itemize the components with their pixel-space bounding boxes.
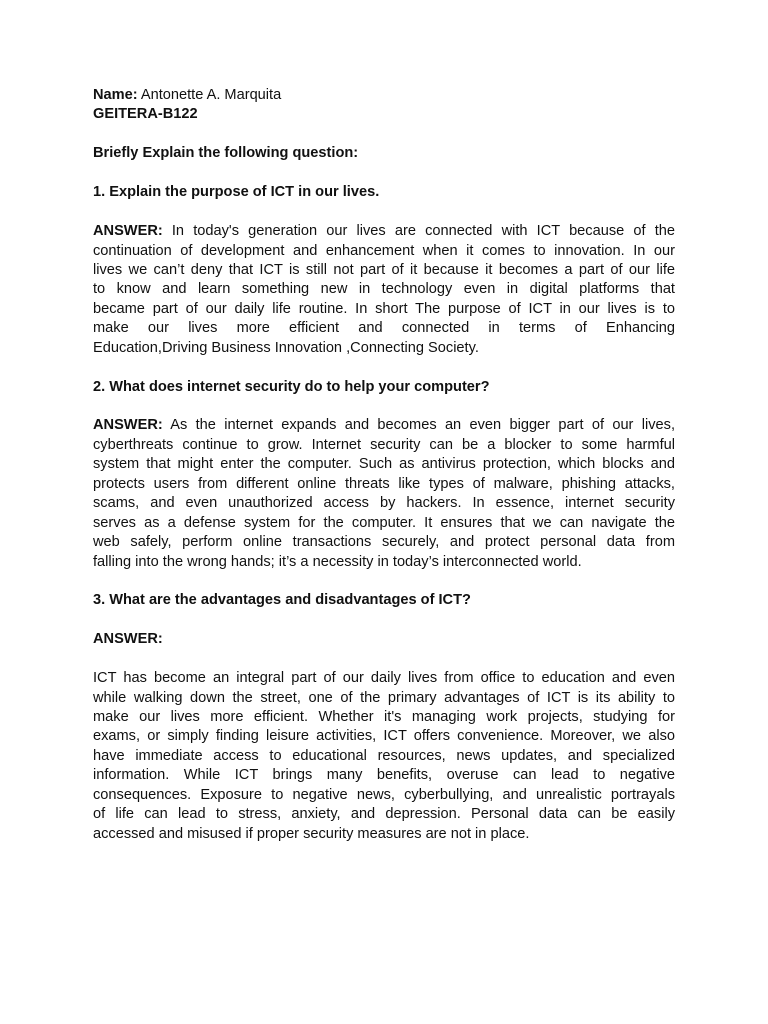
answer-label: ANSWER:: [93, 417, 163, 434]
answer-line: [93, 747, 675, 766]
instruction: [93, 144, 675, 163]
section-code-text: GEITERA-B122: [93, 106, 198, 123]
instruction-text: Briefly Explain the following question:: [93, 145, 359, 162]
spacer: [93, 203, 675, 222]
answer-text: accessed and misused if proper security measures are not in place.: [93, 825, 530, 842]
answer-text: lives we can’t deny that ICT is still not part of it because it becomes a part of our life: [93, 261, 675, 278]
answer-label: ANSWER:: [93, 223, 163, 240]
answer-text: make our lives more efficient. Whether it's managing work projects, studying for: [93, 709, 675, 725]
answer-text: to know and learn something new in technology even in digital platforms that: [93, 281, 675, 298]
name-label: Name:: [93, 87, 138, 103]
answer-line: [93, 455, 675, 474]
questions: [93, 183, 675, 844]
answer-text: cyberthreats continue to grow. Internet security can be a blocker to some harmful: [93, 436, 675, 453]
answer-line: [93, 242, 675, 261]
spacer: [93, 358, 675, 377]
answer-line: [93, 727, 675, 746]
answer-text: exams, or simply finding leisure activities, ICT offers convenience. Moreover, we also: [93, 728, 675, 745]
answer-line: [93, 436, 675, 455]
answer-line: [93, 494, 675, 513]
question-text: 3. What are the advantages and disadvantages of ICT?: [93, 592, 471, 609]
answer-text: ICT has become an integral part of our daily lives from office to education and even: [93, 670, 675, 687]
question-heading: [93, 183, 675, 202]
section-code: [93, 105, 675, 124]
answer-text: continuation of development and enhancement when it comes to innovation. In our: [93, 242, 675, 259]
answer-line: [93, 222, 675, 241]
answer-text: became part of our daily life routine. In short The purpose of ICT in our lives is to: [93, 300, 675, 317]
answer-line: [93, 261, 675, 280]
answer-line: [93, 319, 675, 338]
question-text: 2. What does internet security do to help your computer?: [93, 378, 490, 395]
answer-text: As the internet expands and becomes an even bigger part of our lives,: [162, 417, 675, 434]
answer-line: [93, 416, 675, 435]
answer-text: of life can lead to stress, anxiety, and depression. Personal data can be easily: [93, 806, 675, 823]
answer-line: [93, 553, 675, 572]
student-name: Antonette A. Marquita: [137, 87, 282, 103]
answer-line: [93, 339, 675, 358]
answer-line: [93, 689, 675, 708]
answer-line: [93, 708, 675, 727]
answer-line: [93, 766, 675, 785]
answer-line: [93, 475, 675, 494]
answer-text: In today's generation our lives are connected with ICT because of the: [162, 223, 675, 240]
question-heading: [93, 378, 675, 397]
question-text: 1. Explain the purpose of ICT in our lives.: [93, 184, 380, 201]
answer-text: falling into the wrong hands; it’s a necessity in today’s interconnected world.: [93, 553, 582, 570]
answer-text: web safely, perform online transactions securely, and protect personal data from: [93, 534, 675, 551]
answer-line: [93, 300, 675, 319]
answer-line: [93, 805, 675, 824]
answer-text: system that might enter the computer. Such as antivirus protection, which blocks and: [93, 456, 675, 473]
answer-text: Education,Driving Business Innovation ,Connecting Society.: [93, 339, 479, 356]
spacer: [93, 572, 675, 591]
answer-text: information. While ICT brings many benefits, overuse can lead to negative: [93, 767, 675, 784]
spacer: [93, 650, 675, 669]
answer-line: [93, 669, 675, 688]
answer-text: have immediate access to educational resources, news updates, and specialized: [93, 747, 675, 764]
answer-line: [93, 533, 675, 552]
spacer: [93, 611, 675, 630]
answer-line: [93, 825, 675, 844]
spacer: [93, 397, 675, 416]
answer-text: serves as a defense system for the computer. It ensures that we can navigate the: [93, 514, 675, 531]
answer-text: scams, and even unauthorized access by hackers. In essence, internet security: [93, 495, 675, 512]
name-line: [93, 86, 675, 105]
answer-label-line: [93, 630, 675, 649]
answer-text: make our lives more efficient and connected in terms of Enhancing: [93, 320, 675, 337]
answer-text: consequences. Exposure to negative news, cyberbullying, and unrealistic portrayals: [93, 786, 675, 803]
answer-line: [93, 786, 675, 805]
answer-line: [93, 280, 675, 299]
question-heading: [93, 591, 675, 610]
answer-text: while walking down the street, one of the primary advantages of ICT is its ability to: [93, 689, 675, 706]
answer-label: ANSWER:: [93, 631, 163, 648]
answer-text: protects users from different online threats like types of malware, phishing attacks,: [93, 475, 675, 492]
answer-line: [93, 514, 675, 533]
document-page: [93, 86, 675, 844]
